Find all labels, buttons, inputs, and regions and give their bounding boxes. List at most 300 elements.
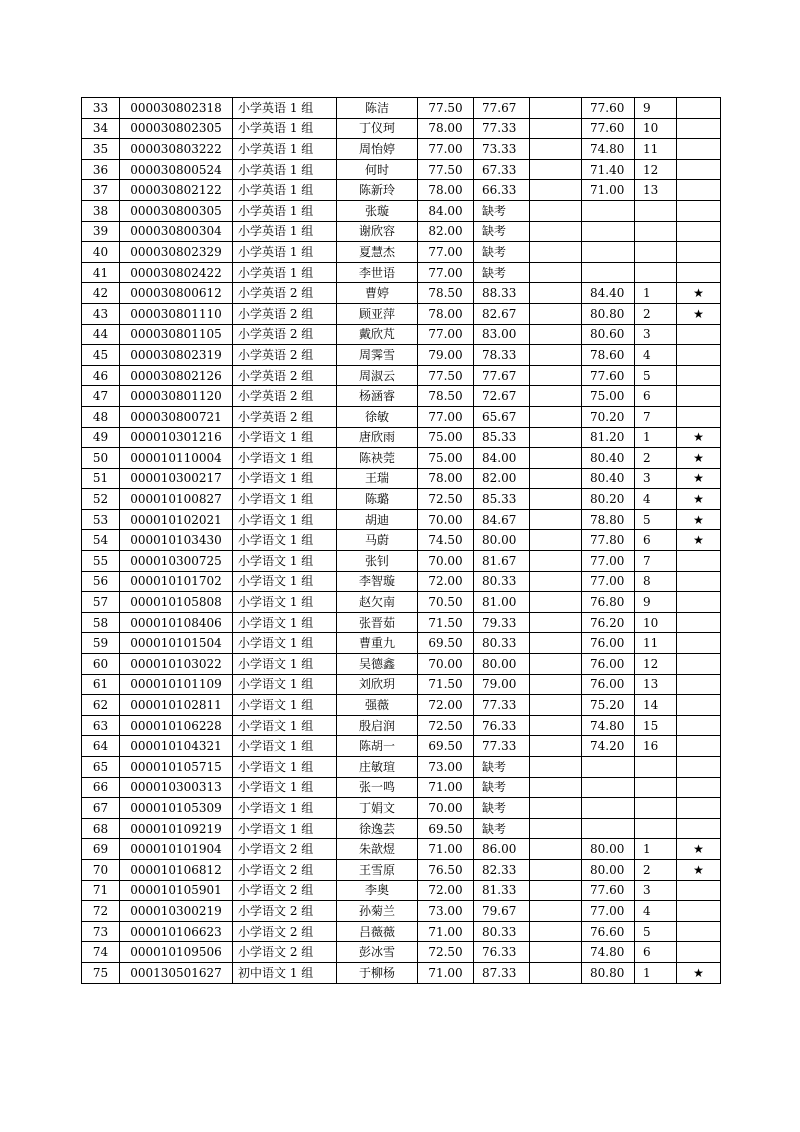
written-score-cell: 75.00	[418, 448, 474, 469]
rank-cell: 14	[635, 695, 677, 716]
row-number-cell: 70	[82, 859, 120, 880]
subject-group-cell: 小学语文 1 组	[233, 674, 337, 695]
subject-group-cell: 小学英语 1 组	[233, 221, 337, 242]
star-mark-cell	[677, 695, 721, 716]
star-mark-cell	[677, 159, 721, 180]
candidate-id-cell: 000010102811	[120, 695, 233, 716]
candidate-id-cell: 000030802318	[120, 98, 233, 119]
candidate-id-cell: 000010109219	[120, 818, 233, 839]
row-number-cell: 65	[82, 757, 120, 778]
star-icon: ★	[677, 303, 721, 324]
candidate-id-cell: 000010102021	[120, 509, 233, 530]
interview-score-cell: 65.67	[474, 406, 530, 427]
table-row	[82, 777, 721, 798]
total-score-cell: 77.00	[582, 571, 635, 592]
candidate-id-cell: 000010110004	[120, 448, 233, 469]
written-score-cell: 78.00	[418, 303, 474, 324]
written-score-cell: 73.00	[418, 901, 474, 922]
star-mark-cell	[677, 654, 721, 675]
rank-cell: 5	[635, 509, 677, 530]
table-row	[82, 962, 721, 983]
interview-score-cell: 81.00	[474, 592, 530, 613]
total-score-cell: 71.00	[582, 180, 635, 201]
star-mark-cell	[677, 921, 721, 942]
candidate-name-cell: 张钊	[337, 551, 418, 572]
total-score-cell	[582, 200, 635, 221]
rank-cell: 12	[635, 159, 677, 180]
candidate-name-cell: 丁仪珂	[337, 118, 418, 139]
star-icon: ★	[677, 509, 721, 530]
table-row	[82, 406, 721, 427]
interview-score-cell: 81.67	[474, 551, 530, 572]
star-mark-cell	[677, 715, 721, 736]
subject-group-cell: 小学语文 1 组	[233, 571, 337, 592]
empty-cell	[530, 489, 582, 510]
total-score-cell: 80.00	[582, 859, 635, 880]
total-score-cell	[582, 777, 635, 798]
star-mark-cell	[677, 221, 721, 242]
candidate-id-cell: 000030800524	[120, 159, 233, 180]
interview-score-cell: 80.00	[474, 654, 530, 675]
subject-group-cell: 小学语文 1 组	[233, 736, 337, 757]
row-number-cell: 35	[82, 139, 120, 160]
star-icon: ★	[677, 489, 721, 510]
written-score-cell: 77.00	[418, 262, 474, 283]
candidate-id-cell: 000030802422	[120, 262, 233, 283]
candidate-id-cell: 000030800721	[120, 406, 233, 427]
table-body	[82, 98, 721, 984]
row-number-cell: 57	[82, 592, 120, 613]
row-number-cell: 64	[82, 736, 120, 757]
candidate-name-cell: 周怡婷	[337, 139, 418, 160]
candidate-id-cell: 000010106228	[120, 715, 233, 736]
total-score-cell	[582, 221, 635, 242]
interview-score-cell: 88.33	[474, 283, 530, 304]
row-number-cell: 73	[82, 921, 120, 942]
interview-score-cell: 72.67	[474, 386, 530, 407]
subject-group-cell: 小学英语 1 组	[233, 139, 337, 160]
table-row	[82, 942, 721, 963]
rank-cell: 4	[635, 901, 677, 922]
written-score-cell: 73.00	[418, 757, 474, 778]
empty-cell	[530, 839, 582, 860]
star-icon: ★	[677, 859, 721, 880]
table-row	[82, 345, 721, 366]
row-number-cell: 50	[82, 448, 120, 469]
table-row	[82, 530, 721, 551]
total-score-cell: 74.80	[582, 715, 635, 736]
candidate-name-cell: 周霁雪	[337, 345, 418, 366]
empty-cell	[530, 736, 582, 757]
subject-group-cell: 小学英语 1 组	[233, 118, 337, 139]
rank-cell: 9	[635, 592, 677, 613]
candidate-name-cell: 谢欣容	[337, 221, 418, 242]
interview-score-cell: 79.67	[474, 901, 530, 922]
total-score-cell: 74.20	[582, 736, 635, 757]
table-row	[82, 221, 721, 242]
written-score-cell: 77.00	[418, 242, 474, 263]
candidate-name-cell: 陈胡一	[337, 736, 418, 757]
total-score-cell: 80.80	[582, 962, 635, 983]
candidate-id-cell: 000010101504	[120, 633, 233, 654]
subject-group-cell: 小学语文 1 组	[233, 530, 337, 551]
table-row	[82, 98, 721, 119]
row-number-cell: 41	[82, 262, 120, 283]
row-number-cell: 39	[82, 221, 120, 242]
rank-cell: 1	[635, 962, 677, 983]
rank-cell: 16	[635, 736, 677, 757]
candidate-id-cell: 000010300313	[120, 777, 233, 798]
star-mark-cell	[677, 386, 721, 407]
interview-score-cell: 77.67	[474, 98, 530, 119]
interview-score-cell: 缺考	[474, 200, 530, 221]
star-mark-cell	[677, 551, 721, 572]
row-number-cell: 71	[82, 880, 120, 901]
subject-group-cell: 小学英语 2 组	[233, 365, 337, 386]
subject-group-cell: 初中语文 1 组	[233, 962, 337, 983]
rank-cell: 7	[635, 551, 677, 572]
candidate-name-cell: 李智璇	[337, 571, 418, 592]
candidate-name-cell: 张晋茹	[337, 612, 418, 633]
empty-cell	[530, 448, 582, 469]
interview-score-cell: 缺考	[474, 221, 530, 242]
subject-group-cell: 小学英语 2 组	[233, 303, 337, 324]
written-score-cell: 70.00	[418, 551, 474, 572]
rank-cell: 7	[635, 406, 677, 427]
candidate-id-cell: 000010101702	[120, 571, 233, 592]
candidate-name-cell: 庄敏瑄	[337, 757, 418, 778]
candidate-name-cell: 殷启润	[337, 715, 418, 736]
row-number-cell: 75	[82, 962, 120, 983]
subject-group-cell: 小学英语 2 组	[233, 283, 337, 304]
star-mark-cell	[677, 180, 721, 201]
subject-group-cell: 小学语文 1 组	[233, 633, 337, 654]
subject-group-cell: 小学语文 2 组	[233, 880, 337, 901]
candidate-name-cell: 王瑞	[337, 468, 418, 489]
written-score-cell: 70.00	[418, 509, 474, 530]
empty-cell	[530, 674, 582, 695]
table-row	[82, 736, 721, 757]
rank-cell: 5	[635, 921, 677, 942]
candidate-name-cell: 于柳杨	[337, 962, 418, 983]
interview-score-cell: 80.00	[474, 530, 530, 551]
interview-score-cell: 77.33	[474, 695, 530, 716]
table-row	[82, 386, 721, 407]
written-score-cell: 72.50	[418, 489, 474, 510]
candidate-name-cell: 吕薇薇	[337, 921, 418, 942]
candidate-name-cell: 戴欣芃	[337, 324, 418, 345]
candidate-name-cell: 王雪原	[337, 859, 418, 880]
subject-group-cell: 小学语文 2 组	[233, 859, 337, 880]
row-number-cell: 49	[82, 427, 120, 448]
row-number-cell: 42	[82, 283, 120, 304]
candidate-name-cell: 马蔚	[337, 530, 418, 551]
interview-score-cell: 80.33	[474, 571, 530, 592]
written-score-cell: 70.00	[418, 798, 474, 819]
candidate-name-cell: 赵欠南	[337, 592, 418, 613]
interview-score-cell: 73.33	[474, 139, 530, 160]
rank-cell	[635, 262, 677, 283]
written-score-cell: 70.50	[418, 592, 474, 613]
subject-group-cell: 小学语文 1 组	[233, 715, 337, 736]
star-icon: ★	[677, 427, 721, 448]
rank-cell: 6	[635, 530, 677, 551]
candidate-id-cell: 000010103430	[120, 530, 233, 551]
total-score-cell: 77.60	[582, 118, 635, 139]
empty-cell	[530, 962, 582, 983]
row-number-cell: 51	[82, 468, 120, 489]
score-table	[81, 97, 721, 984]
table-row	[82, 612, 721, 633]
subject-group-cell: 小学英语 2 组	[233, 324, 337, 345]
subject-group-cell: 小学语文 1 组	[233, 695, 337, 716]
table-row	[82, 592, 721, 613]
written-score-cell: 70.00	[418, 654, 474, 675]
empty-cell	[530, 695, 582, 716]
interview-score-cell: 缺考	[474, 242, 530, 263]
interview-score-cell: 76.33	[474, 715, 530, 736]
written-score-cell: 71.00	[418, 921, 474, 942]
interview-score-cell: 87.33	[474, 962, 530, 983]
empty-cell	[530, 262, 582, 283]
candidate-name-cell: 陈璐	[337, 489, 418, 510]
interview-score-cell: 77.33	[474, 736, 530, 757]
total-score-cell: 80.60	[582, 324, 635, 345]
rank-cell: 9	[635, 98, 677, 119]
candidate-name-cell: 夏慧杰	[337, 242, 418, 263]
star-mark-cell	[677, 98, 721, 119]
star-mark-cell	[677, 592, 721, 613]
candidate-id-cell: 000030800305	[120, 200, 233, 221]
candidate-id-cell: 000010105309	[120, 798, 233, 819]
rank-cell	[635, 818, 677, 839]
empty-cell	[530, 468, 582, 489]
star-icon: ★	[677, 283, 721, 304]
empty-cell	[530, 592, 582, 613]
table-row	[82, 551, 721, 572]
total-score-cell: 77.80	[582, 530, 635, 551]
table-row	[82, 818, 721, 839]
candidate-name-cell: 彭冰雪	[337, 942, 418, 963]
written-score-cell: 76.50	[418, 859, 474, 880]
subject-group-cell: 小学语文 1 组	[233, 757, 337, 778]
star-icon: ★	[677, 962, 721, 983]
written-score-cell: 75.00	[418, 427, 474, 448]
subject-group-cell: 小学语文 1 组	[233, 818, 337, 839]
candidate-name-cell: 顾亚萍	[337, 303, 418, 324]
star-mark-cell	[677, 406, 721, 427]
empty-cell	[530, 654, 582, 675]
interview-score-cell: 80.33	[474, 633, 530, 654]
written-score-cell: 78.00	[418, 468, 474, 489]
subject-group-cell: 小学英语 1 组	[233, 200, 337, 221]
candidate-name-cell: 唐欣雨	[337, 427, 418, 448]
rank-cell	[635, 777, 677, 798]
subject-group-cell: 小学英语 1 组	[233, 262, 337, 283]
candidate-name-cell: 杨涵睿	[337, 386, 418, 407]
row-number-cell: 72	[82, 901, 120, 922]
total-score-cell	[582, 262, 635, 283]
subject-group-cell: 小学语文 1 组	[233, 427, 337, 448]
row-number-cell: 74	[82, 942, 120, 963]
total-score-cell: 78.60	[582, 345, 635, 366]
total-score-cell: 78.80	[582, 509, 635, 530]
written-score-cell: 72.00	[418, 880, 474, 901]
empty-cell	[530, 427, 582, 448]
subject-group-cell: 小学英语 2 组	[233, 386, 337, 407]
written-score-cell: 78.50	[418, 283, 474, 304]
subject-group-cell: 小学语文 2 组	[233, 921, 337, 942]
written-score-cell: 71.00	[418, 839, 474, 860]
star-mark-cell	[677, 736, 721, 757]
row-number-cell: 36	[82, 159, 120, 180]
table-row	[82, 715, 721, 736]
total-score-cell: 74.80	[582, 139, 635, 160]
written-score-cell: 78.00	[418, 118, 474, 139]
subject-group-cell: 小学语文 2 组	[233, 942, 337, 963]
total-score-cell	[582, 242, 635, 263]
total-score-cell: 75.00	[582, 386, 635, 407]
total-score-cell: 80.00	[582, 839, 635, 860]
empty-cell	[530, 159, 582, 180]
row-number-cell: 62	[82, 695, 120, 716]
row-number-cell: 63	[82, 715, 120, 736]
total-score-cell: 74.80	[582, 942, 635, 963]
table-row	[82, 633, 721, 654]
candidate-name-cell: 张璇	[337, 200, 418, 221]
rank-cell: 3	[635, 880, 677, 901]
star-icon: ★	[677, 468, 721, 489]
written-score-cell: 77.50	[418, 159, 474, 180]
total-score-cell: 80.80	[582, 303, 635, 324]
written-score-cell: 71.00	[418, 777, 474, 798]
candidate-id-cell: 000030802329	[120, 242, 233, 263]
written-score-cell: 69.50	[418, 736, 474, 757]
subject-group-cell: 小学语文 1 组	[233, 654, 337, 675]
row-number-cell: 68	[82, 818, 120, 839]
candidate-id-cell: 000010105715	[120, 757, 233, 778]
rank-cell: 3	[635, 324, 677, 345]
written-score-cell: 72.50	[418, 942, 474, 963]
total-score-cell: 70.20	[582, 406, 635, 427]
interview-score-cell: 82.33	[474, 859, 530, 880]
subject-group-cell: 小学语文 1 组	[233, 468, 337, 489]
rank-cell: 13	[635, 180, 677, 201]
rank-cell: 10	[635, 118, 677, 139]
rank-cell	[635, 242, 677, 263]
subject-group-cell: 小学英语 1 组	[233, 159, 337, 180]
row-number-cell: 59	[82, 633, 120, 654]
total-score-cell: 76.00	[582, 674, 635, 695]
star-mark-cell	[677, 674, 721, 695]
row-number-cell: 44	[82, 324, 120, 345]
table-row	[82, 880, 721, 901]
candidate-id-cell: 000010109506	[120, 942, 233, 963]
row-number-cell: 52	[82, 489, 120, 510]
table-row	[82, 283, 721, 304]
interview-score-cell: 缺考	[474, 757, 530, 778]
subject-group-cell: 小学语文 1 组	[233, 551, 337, 572]
total-score-cell: 80.40	[582, 468, 635, 489]
subject-group-cell: 小学语文 2 组	[233, 901, 337, 922]
empty-cell	[530, 345, 582, 366]
total-score-cell: 77.60	[582, 365, 635, 386]
candidate-id-cell: 000030800612	[120, 283, 233, 304]
written-score-cell: 72.50	[418, 715, 474, 736]
row-number-cell: 69	[82, 839, 120, 860]
candidate-name-cell: 陈洁	[337, 98, 418, 119]
candidate-name-cell: 张一鸣	[337, 777, 418, 798]
rank-cell: 2	[635, 448, 677, 469]
candidate-id-cell: 000030801105	[120, 324, 233, 345]
candidate-name-cell: 何时	[337, 159, 418, 180]
candidate-name-cell: 吴德鑫	[337, 654, 418, 675]
candidate-id-cell: 000010105808	[120, 592, 233, 613]
row-number-cell: 58	[82, 612, 120, 633]
empty-cell	[530, 859, 582, 880]
rank-cell: 11	[635, 139, 677, 160]
subject-group-cell: 小学语文 1 组	[233, 448, 337, 469]
rank-cell: 8	[635, 571, 677, 592]
subject-group-cell: 小学语文 1 组	[233, 798, 337, 819]
candidate-name-cell: 陈新玲	[337, 180, 418, 201]
empty-cell	[530, 757, 582, 778]
empty-cell	[530, 798, 582, 819]
rank-cell: 11	[635, 633, 677, 654]
interview-score-cell: 缺考	[474, 262, 530, 283]
empty-cell	[530, 551, 582, 572]
table-row	[82, 139, 721, 160]
table-row	[82, 242, 721, 263]
row-number-cell: 48	[82, 406, 120, 427]
candidate-id-cell: 000030802305	[120, 118, 233, 139]
candidate-id-cell: 000030800304	[120, 221, 233, 242]
row-number-cell: 33	[82, 98, 120, 119]
written-score-cell: 77.50	[418, 98, 474, 119]
empty-cell	[530, 818, 582, 839]
total-score-cell: 80.20	[582, 489, 635, 510]
written-score-cell: 84.00	[418, 200, 474, 221]
interview-score-cell: 85.33	[474, 427, 530, 448]
candidate-name-cell: 丁娟文	[337, 798, 418, 819]
candidate-id-cell: 000010300217	[120, 468, 233, 489]
star-mark-cell	[677, 324, 721, 345]
rank-cell: 10	[635, 612, 677, 633]
candidate-id-cell: 000030802122	[120, 180, 233, 201]
candidate-id-cell: 000010300219	[120, 901, 233, 922]
table-row	[82, 180, 721, 201]
rank-cell: 12	[635, 654, 677, 675]
written-score-cell: 72.00	[418, 571, 474, 592]
subject-group-cell: 小学英语 1 组	[233, 98, 337, 119]
empty-cell	[530, 180, 582, 201]
total-score-cell: 76.80	[582, 592, 635, 613]
candidate-id-cell: 000030803222	[120, 139, 233, 160]
candidate-id-cell: 000010101109	[120, 674, 233, 695]
empty-cell	[530, 303, 582, 324]
empty-cell	[530, 880, 582, 901]
candidate-name-cell: 朱歆煜	[337, 839, 418, 860]
written-score-cell: 71.50	[418, 612, 474, 633]
table-row	[82, 695, 721, 716]
table-row	[82, 571, 721, 592]
interview-score-cell: 77.33	[474, 118, 530, 139]
star-mark-cell	[677, 901, 721, 922]
total-score-cell	[582, 798, 635, 819]
interview-score-cell: 81.33	[474, 880, 530, 901]
table-row	[82, 654, 721, 675]
subject-group-cell: 小学英语 1 组	[233, 242, 337, 263]
